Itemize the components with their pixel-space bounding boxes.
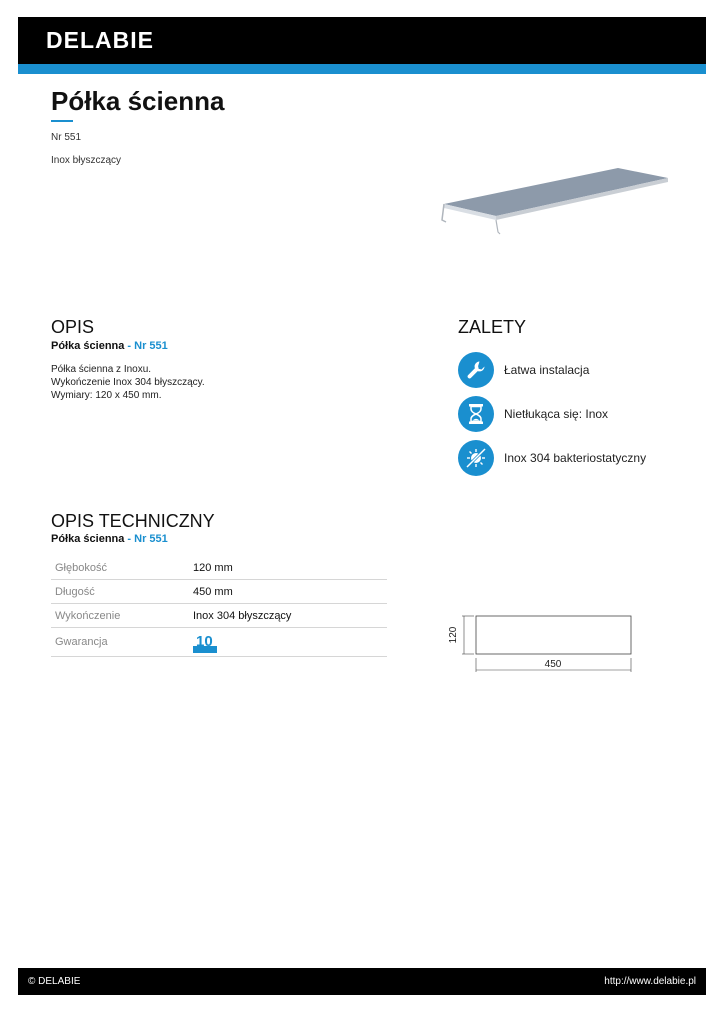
footer-copyright: © DELABIE xyxy=(28,976,81,987)
antibacterial-icon xyxy=(458,440,494,476)
opis-description xyxy=(51,363,205,402)
header-accent-stripe xyxy=(18,64,706,74)
spec-label: Długość xyxy=(51,580,189,604)
advantage-label: Łatwa instalacja xyxy=(504,363,590,377)
spec-label: Gwarancja xyxy=(51,628,189,657)
warranty-badge-text: 10 xyxy=(196,633,213,650)
footer-bar xyxy=(18,968,706,995)
spec-label: Głębokość xyxy=(51,556,189,580)
delabie-logo[interactable]: DELABIE xyxy=(46,27,154,53)
advantage-item xyxy=(458,352,589,388)
description-line: Wymiary: 120 x 450 mm. xyxy=(51,390,162,401)
description-line: Półka ścienna z Inoxu. xyxy=(51,364,152,375)
tech-sub-name: Półka ścienna xyxy=(51,533,125,545)
spec-label: Wykończenie xyxy=(51,604,189,628)
description-line: Wykończenie Inox 304 błyszczący. xyxy=(51,377,205,388)
advantage-label: Nietłukąca się: Inox xyxy=(504,407,609,421)
warranty-10-years-icon xyxy=(193,631,217,653)
width-dimension-label: 450 xyxy=(544,659,562,670)
spec-value: 450 mm xyxy=(189,580,387,604)
table-row xyxy=(51,556,387,580)
wrench-icon xyxy=(458,352,494,388)
opis-heading: OPIS xyxy=(51,317,95,337)
table-row xyxy=(51,580,387,604)
shelf-product-image xyxy=(436,160,672,240)
opis-sub-nr: Nr 551 xyxy=(134,340,168,352)
table-row xyxy=(51,628,387,657)
product-number: Nr 551 xyxy=(51,132,82,143)
height-dimension-label: 120 xyxy=(448,626,459,644)
table-row xyxy=(51,604,387,628)
advantage-label: Inox 304 bakteriostatyczny xyxy=(504,451,647,465)
tech-specs-table xyxy=(51,556,387,657)
hourglass-icon xyxy=(458,396,494,432)
spec-value xyxy=(189,628,387,657)
product-finish: Inox błyszczący xyxy=(51,155,122,166)
zalety-heading: ZALETY xyxy=(458,317,527,337)
title-underline xyxy=(51,120,73,122)
tech-sub-nr: Nr 551 xyxy=(134,533,168,545)
opis-sub-sep: - xyxy=(124,340,135,352)
advantage-item xyxy=(458,440,646,476)
opis-sub-name: Półka ścienna xyxy=(51,340,125,352)
page-title: Półka ścienna xyxy=(51,86,225,116)
footer-website-link[interactable]: http://www.delabie.pl xyxy=(604,976,696,987)
dimension-drawing xyxy=(440,606,640,678)
opis-subtitle xyxy=(51,340,168,352)
spec-value: Inox 304 błyszczący xyxy=(189,604,387,628)
advantage-item xyxy=(458,396,608,432)
tech-heading: OPIS TECHNICZNY xyxy=(51,511,215,531)
header-bar xyxy=(18,17,706,64)
tech-sub-sep: - xyxy=(124,533,135,545)
tech-subtitle xyxy=(51,533,168,545)
spec-value: 120 mm xyxy=(189,556,387,580)
